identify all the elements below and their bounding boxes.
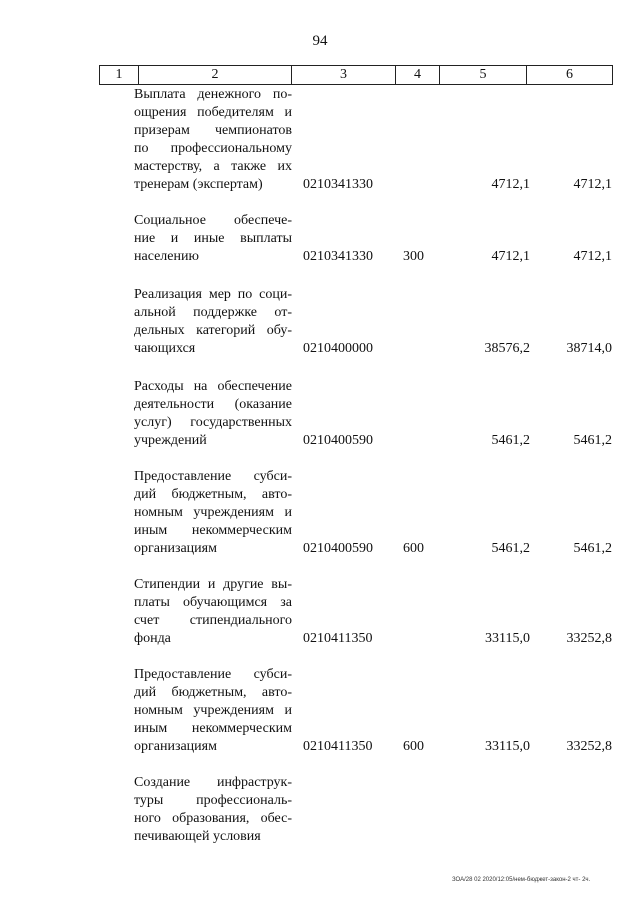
column-header-1: 1 xyxy=(100,66,139,85)
description-line: Стипендии и другие вы- xyxy=(134,577,292,592)
description-line: организациям xyxy=(134,739,217,754)
table-row xyxy=(0,378,640,450)
description-line: иным некоммерческим xyxy=(134,721,292,736)
amount-year-2: 4712,1 xyxy=(573,177,612,192)
description-line: Предоставление субси- xyxy=(134,469,292,484)
amount-year-1: 33115,0 xyxy=(485,631,530,646)
description-line: населению xyxy=(134,249,199,264)
description-line: платы обучающимся за xyxy=(134,595,292,610)
description-line: дий бюджетным, авто- xyxy=(134,487,292,502)
expense-kind: 300 xyxy=(403,249,424,264)
target-article-code: 0210400000 xyxy=(303,341,373,356)
description-line: деятельности (оказание xyxy=(134,397,292,412)
row-description xyxy=(134,378,292,450)
row-description xyxy=(134,774,292,846)
amount-year-1: 4712,1 xyxy=(491,177,530,192)
table-row xyxy=(0,286,640,358)
row-description xyxy=(134,212,292,266)
description-line: иным некоммерческим xyxy=(134,523,292,538)
description-line: Расходы на обеспечение xyxy=(134,379,292,394)
description-line: Выплата денежного по- xyxy=(134,87,292,102)
table-row xyxy=(0,774,640,846)
description-line: альной поддержке от- xyxy=(134,305,292,320)
description-line: Социальное обеспече- xyxy=(134,213,292,228)
target-article-code: 0210411350 xyxy=(303,739,373,754)
row-description xyxy=(134,468,292,558)
description-line: Реализация мер по соци- xyxy=(134,287,292,302)
expense-kind: 600 xyxy=(403,739,424,754)
row-description xyxy=(134,576,292,648)
table-row xyxy=(0,212,640,266)
description-line: печивающей условия xyxy=(134,829,261,844)
amount-year-1: 33115,0 xyxy=(485,739,530,754)
description-line: номным учреждениям и xyxy=(134,703,292,718)
target-article-code: 0210400590 xyxy=(303,433,373,448)
description-line: мастерству, а также их xyxy=(134,159,292,174)
amount-year-2: 38714,0 xyxy=(566,341,612,356)
amount-year-1: 4712,1 xyxy=(491,249,530,264)
table-row xyxy=(0,86,640,194)
target-article-code: 0210411350 xyxy=(303,631,373,646)
description-line: чающихся xyxy=(134,341,196,356)
description-line: фонда xyxy=(134,631,171,646)
amount-year-2: 5461,2 xyxy=(573,541,612,556)
description-line: дельных категорий обу- xyxy=(134,323,292,338)
description-line: по профессиональному xyxy=(134,141,292,156)
description-line: дий бюджетным, авто- xyxy=(134,685,292,700)
row-description xyxy=(134,86,292,194)
description-line: Предоставление субси- xyxy=(134,667,292,682)
column-header-2: 2 xyxy=(139,66,292,85)
page-number: 94 xyxy=(312,33,328,49)
expense-kind: 600 xyxy=(403,541,424,556)
description-line: организациям xyxy=(134,541,217,556)
description-line: номным учреждениям и xyxy=(134,505,292,520)
description-line: ние и иные выплаты xyxy=(134,231,292,246)
amount-year-2: 33252,8 xyxy=(566,739,612,754)
table-row xyxy=(0,576,640,648)
target-article-code: 0210400590 xyxy=(303,541,373,556)
description-line: услуг) государственных xyxy=(134,415,292,430)
column-header-table xyxy=(99,65,613,85)
column-header-row xyxy=(100,66,613,85)
description-line: ощрения победителям и xyxy=(134,105,292,120)
column-header-5: 5 xyxy=(440,66,527,85)
amount-year-2: 5461,2 xyxy=(573,433,612,448)
amount-year-2: 33252,8 xyxy=(566,631,612,646)
footer-filepath: ЗОА/28 02 2020/12:05/нем-бюджет-закон-2 чт- 2ч. xyxy=(452,877,591,883)
amount-year-1: 5461,2 xyxy=(491,433,530,448)
column-header-6: 6 xyxy=(527,66,613,85)
description-line: призерам чемпионатов xyxy=(134,123,292,138)
amount-year-1: 5461,2 xyxy=(491,541,530,556)
description-line: туры профессиональ- xyxy=(134,793,292,808)
row-description xyxy=(134,666,292,756)
table-row xyxy=(0,468,640,558)
description-line: ного образования, обес- xyxy=(134,811,292,826)
amount-year-1: 38576,2 xyxy=(484,341,530,356)
table-row xyxy=(0,666,640,756)
amount-year-2: 4712,1 xyxy=(573,249,612,264)
column-header-3: 3 xyxy=(292,66,396,85)
description-line: тренерам (экспертам) xyxy=(134,177,263,192)
description-line: учреждений xyxy=(134,433,207,448)
column-header-4: 4 xyxy=(396,66,440,85)
description-line: Создание инфраструк- xyxy=(134,775,292,790)
target-article-code: 0210341330 xyxy=(303,177,373,192)
description-line: счет стипендиального xyxy=(134,613,292,628)
target-article-code: 0210341330 xyxy=(303,249,373,264)
row-description xyxy=(134,286,292,358)
